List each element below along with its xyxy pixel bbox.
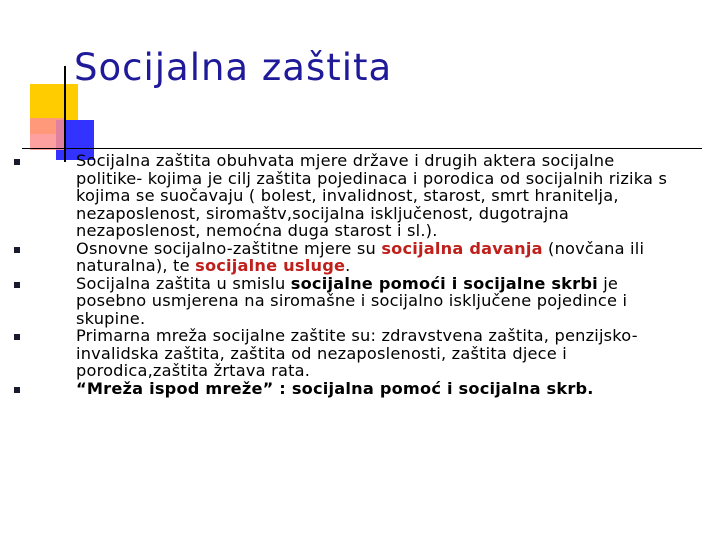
decor-pink-square <box>30 118 64 150</box>
bullet-text: Socijalna zaštita obuhvata mjere države i drugih aktera socijalne politike- kojima je cilj zaštita pojedinaca i porodica od socijalnih rizika s kojima se suočavaju ( bolest, invalidnost, starost, smrt hranitelja, nezaposlenost, siromaštv,socijalna isključenost, dugotrajna nezaposlenost, nemoćna duga starost i sl.). <box>76 151 668 240</box>
bullet-text: “Mreža ispod mreže” : socijalna pomoć i socijalna skrb. <box>76 378 594 398</box>
bullet-text: Socijalna zaštita u smislu <box>76 273 291 293</box>
decor-horizontal-line <box>22 148 702 149</box>
bullet-text: je posebno usmjerena na siromašne i socijalno isključene pojedince i skupine. <box>76 273 628 328</box>
bullet-marker-icon <box>14 159 20 165</box>
bullet-text: Primarna mreža socijalne zaštite su: zdravstvena zaštita, penzijsko-invalidska zaštita, zaštita od nezaposlenosti, zaštita djece i porodica,zaštita žrtava rata. <box>76 326 638 380</box>
bullet-marker-icon <box>14 334 20 340</box>
bullet-list <box>14 152 672 397</box>
emphasis-socijalne-usluge: socijalne usluge <box>195 256 346 275</box>
bullet-marker-icon <box>14 247 20 253</box>
emphasis-socijalna-davanja: socijalna davanja <box>381 238 543 258</box>
slide-title: Socijalna zaštita <box>74 46 393 89</box>
bullet-text: (novčana ili naturalna), te <box>76 238 645 275</box>
bullet-marker-icon <box>14 282 20 288</box>
bullet-marker-icon <box>14 387 20 393</box>
emphasis-socijalne-pomoci: socijalne pomoći i socijalne skrbi <box>290 273 598 293</box>
bullet-item <box>14 240 672 275</box>
bullet-item <box>14 327 672 380</box>
bullet-item <box>14 275 672 328</box>
bullet-text: Osnovne socijalno-zaštitne mjere su <box>76 238 382 258</box>
bullet-text: . <box>345 256 351 275</box>
bullet-item <box>14 380 672 398</box>
bullet-item <box>14 152 672 240</box>
